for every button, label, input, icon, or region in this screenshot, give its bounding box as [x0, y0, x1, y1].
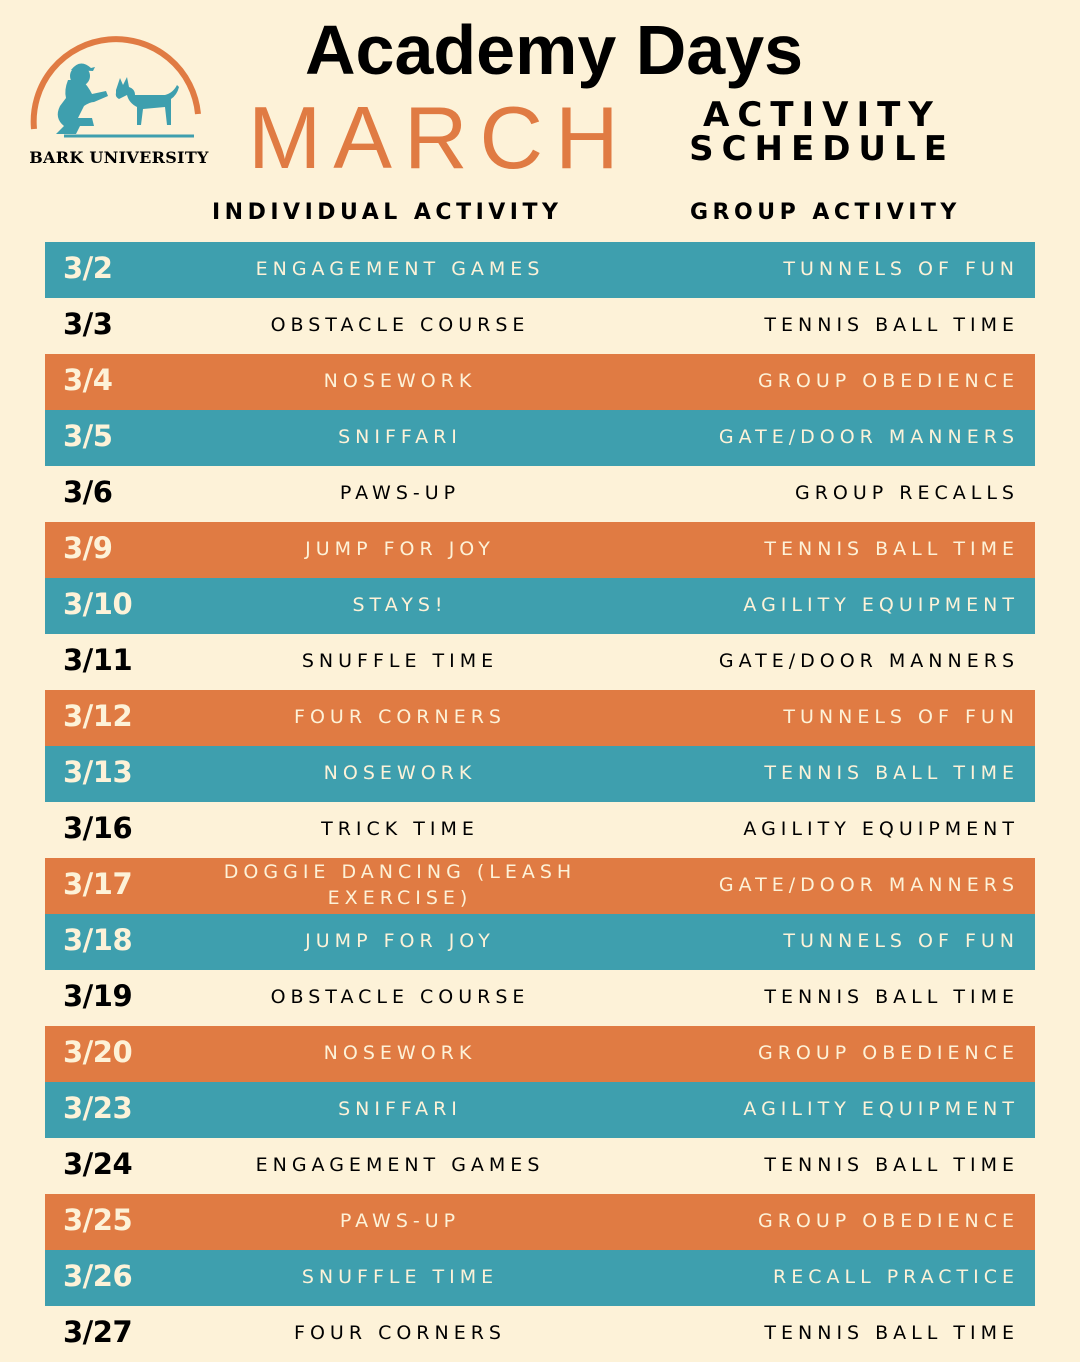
schedule-date: 3/11	[63, 643, 133, 677]
schedule-date: 3/3	[63, 307, 113, 341]
schedule-date: 3/4	[63, 363, 113, 397]
group-activity: GROUP OBEDIENCE	[757, 370, 1019, 392]
bark-university-logo	[24, 24, 214, 174]
trainer-and-dog-icon	[24, 24, 214, 149]
schedule-row	[45, 634, 1035, 690]
individual-activity: STAYS!	[352, 594, 448, 616]
schedule-row	[45, 1138, 1035, 1194]
schedule-date: 3/2	[63, 251, 113, 285]
schedule-row	[45, 522, 1035, 578]
individual-activity: PAWS-UP	[339, 1210, 461, 1232]
schedule-row	[45, 858, 1035, 914]
schedule-date: 3/9	[63, 531, 113, 565]
schedule-row	[45, 1194, 1035, 1250]
schedule-date: 3/5	[63, 419, 113, 453]
group-activity: GROUP OBEDIENCE	[757, 1042, 1019, 1064]
individual-activity: SNUFFLE TIME	[301, 1266, 499, 1288]
schedule-row	[45, 410, 1035, 466]
individual-activity: NOSEWORK	[323, 1042, 477, 1064]
schedule-row	[45, 690, 1035, 746]
group-activity: TENNIS BALL TIME	[764, 986, 1019, 1008]
schedule-date: 3/16	[63, 811, 133, 845]
schedule-row	[45, 914, 1035, 970]
group-activity: TUNNELS OF FUN	[783, 930, 1019, 952]
group-activity: AGILITY EQUIPMENT	[743, 1098, 1019, 1120]
group-activity: TENNIS BALL TIME	[764, 314, 1019, 336]
group-activity: TENNIS BALL TIME	[764, 1154, 1019, 1176]
schedule-date: 3/26	[63, 1259, 133, 1293]
schedule-table	[45, 242, 1035, 1362]
individual-activity: SNUFFLE TIME	[301, 650, 499, 672]
group-activity: GROUP RECALLS	[795, 482, 1019, 504]
group-activity-header: GROUP ACTIVITY	[690, 200, 961, 225]
schedule-date: 3/6	[63, 475, 113, 509]
group-activity: GATE/DOOR MANNERS	[718, 874, 1019, 896]
schedule-row	[45, 1250, 1035, 1306]
individual-activity: JUMP FOR JOY	[305, 538, 495, 560]
schedule-row	[45, 1306, 1035, 1362]
schedule-date: 3/25	[63, 1203, 133, 1237]
individual-activity: ENGAGEMENT GAMES	[255, 1154, 545, 1176]
schedule-row	[45, 298, 1035, 354]
individual-activity: FOUR CORNERS	[294, 706, 506, 728]
individual-activity: PAWS-UP	[339, 482, 461, 504]
group-activity: GATE/DOOR MANNERS	[718, 426, 1019, 448]
schedule-row	[45, 578, 1035, 634]
group-activity: AGILITY EQUIPMENT	[743, 594, 1019, 616]
month-heading: MARCH	[248, 88, 631, 187]
schedule-date: 3/10	[63, 587, 133, 621]
group-activity: GROUP OBEDIENCE	[757, 1210, 1019, 1232]
schedule-row	[45, 354, 1035, 410]
schedule-date: 3/24	[63, 1147, 133, 1181]
schedule-subtitle: ACTIVITY SCHEDULE	[689, 95, 955, 169]
schedule-date: 3/20	[63, 1035, 133, 1069]
group-activity: TUNNELS OF FUN	[783, 258, 1019, 280]
individual-activity: NOSEWORK	[323, 370, 477, 392]
schedule-date: 3/23	[63, 1091, 133, 1125]
group-activity: TENNIS BALL TIME	[764, 1322, 1019, 1344]
individual-activity: DOGGIE DANCING (LEASH EXERCISE)	[223, 861, 577, 909]
schedule-date: 3/18	[63, 923, 133, 957]
page-title: Academy Days	[305, 11, 804, 89]
schedule-date: 3/27	[63, 1315, 133, 1349]
schedule-row	[45, 802, 1035, 858]
individual-activity: SNIFFARI	[338, 426, 462, 448]
individual-activity: NOSEWORK	[323, 762, 477, 784]
group-activity: TUNNELS OF FUN	[783, 706, 1019, 728]
schedule-date: 3/19	[63, 979, 133, 1013]
schedule-row	[45, 242, 1035, 298]
individual-activity: SNIFFARI	[338, 1098, 462, 1120]
individual-activity-header: INDIVIDUAL ACTIVITY	[212, 200, 563, 225]
schedule-row	[45, 970, 1035, 1026]
group-activity: TENNIS BALL TIME	[764, 762, 1019, 784]
individual-activity: OBSTACLE COURSE	[270, 986, 530, 1008]
individual-activity: JUMP FOR JOY	[305, 930, 495, 952]
individual-activity: TRICK TIME	[321, 818, 479, 840]
group-activity: RECALL PRACTICE	[773, 1266, 1019, 1288]
individual-activity: ENGAGEMENT GAMES	[255, 258, 545, 280]
schedule-row	[45, 746, 1035, 802]
schedule-date: 3/17	[63, 867, 133, 901]
individual-activity: FOUR CORNERS	[294, 1322, 506, 1344]
schedule-date: 3/13	[63, 755, 133, 789]
brand-name: BARK UNIVERSITY	[29, 148, 209, 167]
schedule-row	[45, 1026, 1035, 1082]
group-activity: AGILITY EQUIPMENT	[743, 818, 1019, 840]
schedule-row	[45, 466, 1035, 522]
schedule-date: 3/12	[63, 699, 133, 733]
group-activity: TENNIS BALL TIME	[764, 538, 1019, 560]
schedule-row	[45, 1082, 1035, 1138]
individual-activity: OBSTACLE COURSE	[270, 314, 530, 336]
group-activity: GATE/DOOR MANNERS	[718, 650, 1019, 672]
